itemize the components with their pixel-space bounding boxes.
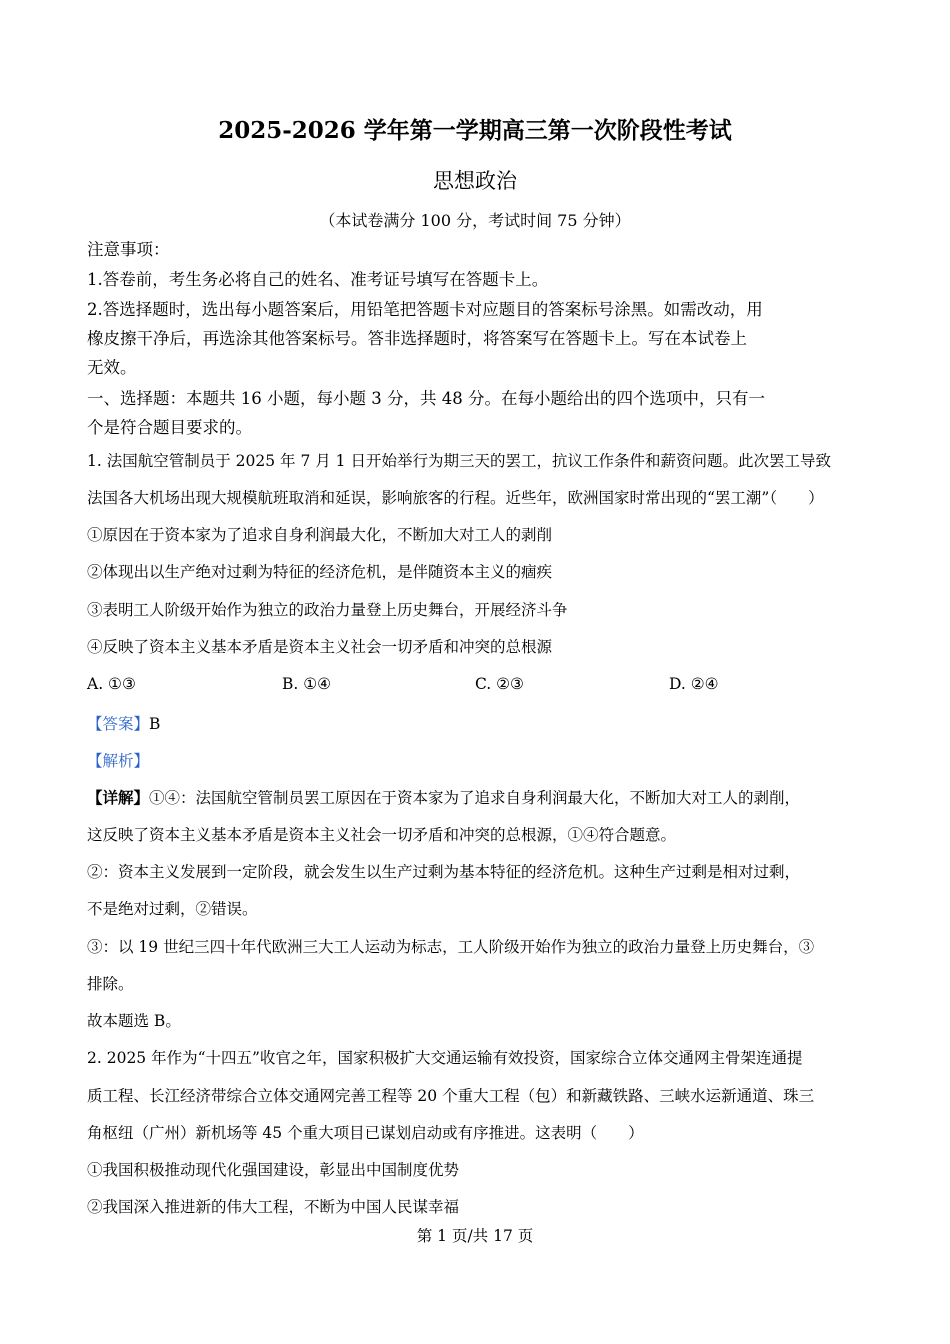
q1-stem-line-1: 1. 法国航空管制员于 2025 年 7 月 1 日开始举行为期三天的罢工，抗议工作条件和薪资问题。此次罢工导致 [87,452,831,470]
q1-stem-line-2: 法国各大机场出现大规模航班取消和延误，影响旅客的行程。近些年，欧洲国家时常出现的“罢工潮”（ ） [87,489,824,507]
detail-text-1: ①④：法国航空管制员罢工原因在于资本家为了追求自身利润最大化，不断加大对工人的剥削， [149,789,801,807]
q1-answer-line [87,713,870,735]
page-footer: 第 1 页/共 17 页 [416,1227,534,1245]
notes-heading: 注意事项： [87,240,170,259]
q2-stem-line-3: 角枢纽（广州）新机场等 45 个重大项目已谋划启动或有序推进。这表明（ ） [87,1124,644,1142]
q1-statement-1: ①原因在于资本家为了追求自身利润最大化，不断加大对工人的剥削 [87,526,553,544]
q2-statement-1: ①我国积极推动现代化强国建设，彰显出中国制度优势 [87,1161,460,1179]
note-item-2-line-1: 2.答选择题时，选出每小题答案后，用铅笔把答题卡对应题目的答案标号涂黑。如需改动，用 [87,300,763,319]
note-item-1: 1.答卷前，考生务必将自己的姓名、准考证号填写在答题卡上。 [87,270,549,289]
note-item-2-line-3: 无效。 [87,358,137,377]
analysis-tag: 【解析】 [87,752,150,770]
detail-tag: 【详解】 [87,788,150,807]
q1-detail-line-4: 不是绝对过剩，②错误。 [87,900,258,918]
q1-analysis-line [87,750,870,772]
q1-detail-line-3: ②：资本主义发展到一定阶段，就会发生以生产过剩为基本特征的经济危机。这种生产过剩是相对过剩， [87,863,801,881]
q1-detail-line-6: 排除。 [87,975,134,993]
q1-conclusion: 故本题选 B。 [87,1012,181,1030]
q1-statement-4: ④反映了资本主义基本矛盾是资本主义社会一切矛盾和冲突的总根源 [87,638,553,656]
answer-value: B [149,715,161,733]
q1-statement-3: ③表明工人阶级开始作为独立的政治力量登上历史舞台，开展经济斗争 [87,601,568,619]
section-instruction-line-1: 一、选择题：本题共 16 小题，每小题 3 分，共 48 分。在每小题给出的四个选项中，只有一 [87,389,765,408]
section-instruction-line-2: 个是符合题目要求的。 [87,418,252,437]
q1-detail-line-5: ③：以 19 世纪三四十年代欧洲三大工人运动为标志，工人阶级开始作为独立的政治力量登上历史舞台，③ [87,938,815,956]
q2-statement-2: ②我国深入推进新的伟大工程，不断为中国人民谋幸福 [87,1198,460,1216]
q1-statement-2: ②体现出以生产绝对过剩为特征的经济危机，是伴随资本主义的痼疾 [87,563,553,581]
q1-options [87,675,887,697]
q1-option-c: C. ②③ [475,675,524,693]
q1-detail-line-1 [87,787,870,809]
note-item-2-line-2: 橡皮擦干净后，再选涂其他答案标号。答非选择题时，将答案写在答题卡上。写在本试卷上 [87,329,747,348]
q2-stem-line-1: 2. 2025 年作为“十四五”收官之年，国家积极扩大交通运输有效投资，国家综合立体交通网主骨架连通提 [87,1049,803,1067]
q2-stem-line-2: 质工程、长江经济带综合立体交通网完善工程等 20 个重大工程（包）和新藏铁路、三峡水运新通道、珠三 [87,1087,815,1105]
q1-option-d: D. ②④ [669,675,719,693]
subject-title: 思想政治 [433,169,517,193]
exam-meta: （本试卷满分 100 分，考试时间 75 分钟） [319,211,631,230]
q1-detail-line-2: 这反映了资本主义基本矛盾是资本主义社会一切矛盾和冲突的总根源，①④符合题意。 [87,826,677,844]
q1-option-a: A. ①③ [87,675,136,693]
q1-option-b: B. ①④ [282,675,332,693]
exam-title: 2025-2026 学年第一学期高三第一次阶段性考试 [218,117,732,144]
answer-tag: 【答案】 [87,715,150,733]
